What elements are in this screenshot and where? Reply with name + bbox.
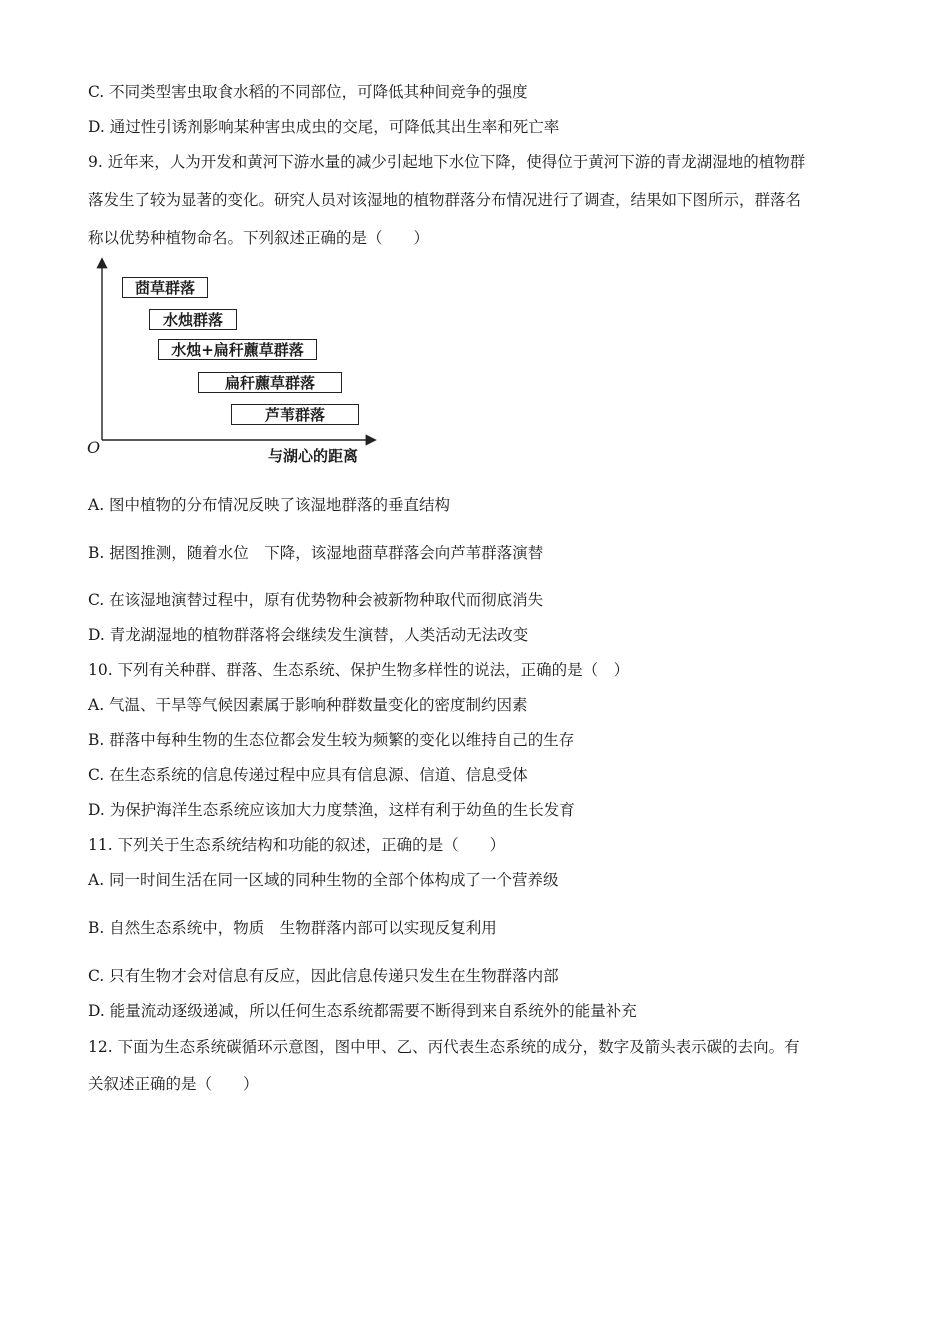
question-9-option-a: A. 图中植物的分布情况反映了该湿地群落的垂直结构 bbox=[88, 496, 451, 514]
x-axis-label: 与湖心的距离 bbox=[268, 447, 359, 465]
question-9-option-d: D. 青龙湖湿地的植物群落将会继续发生演替，人类活动无法改变 bbox=[88, 626, 529, 644]
community-box-2: 水烛群落 bbox=[149, 309, 237, 330]
question-10-option-b: B. 群落中每种生物的生态位都会发生较为频繁的变化以维持自己的生存 bbox=[88, 731, 575, 749]
option-c-line: C. 不同类型害虫取食水稻的不同部位，可降低其种间竞争的强度 bbox=[88, 83, 528, 101]
question-10-option-c: C. 在生态系统的信息传递过程中应具有信息源、信道、信息受体 bbox=[88, 766, 528, 784]
community-distribution-figure bbox=[82, 252, 392, 470]
question-9-line-2: 落发生了较为显著的变化。研究人员对该湿地的植物群落分布情况进行了调查，结果如下图所示，群落名 bbox=[88, 191, 802, 209]
community-box-5: 芦苇群落 bbox=[231, 404, 359, 425]
question-10-option-a: A. 气温、干旱等气候因素属于影响种群数量变化的密度制约因素 bbox=[88, 696, 528, 714]
question-11: 11. 下列关于生态系统结构和功能的叙述，正确的是（ ） bbox=[88, 836, 506, 854]
question-9-option-c: C. 在该湿地演替过程中，原有优势物种会被新物种取代而彻底消失 bbox=[88, 591, 544, 609]
question-9-line-3: 称以优势种植物命名。下列叙述正确的是（ ） bbox=[88, 229, 430, 247]
question-10: 10. 下列有关种群、群落、生态系统、保护生物多样性的说法，正确的是（ ） bbox=[88, 661, 630, 679]
origin-label: O bbox=[87, 438, 101, 457]
question-12-line-2: 关叙述正确的是（ ） bbox=[88, 1075, 259, 1093]
question-11-option-a: A. 同一时间生活在同一区域的同种生物的全部个体构成了一个营养级 bbox=[88, 871, 559, 889]
question-12-line-1: 12. 下面为生态系统碳循环示意图，图中甲、乙、丙代表生态系统的成分，数字及箭头表示碳的去向。有 bbox=[88, 1038, 800, 1056]
question-11-option-d: D. 能量流动逐级递减，所以任何生态系统都需要不断得到来自系统外的能量补充 bbox=[88, 1002, 637, 1020]
option-d-line: D. 通过性引诱剂影响某种害虫成虫的交尾，可降低其出生率和死亡率 bbox=[88, 118, 560, 136]
community-box-1: 莔草群落 bbox=[122, 277, 208, 298]
question-11-option-b: B. 自然生态系统中，物质 生物群落内部可以实现反复利用 bbox=[88, 919, 497, 937]
question-9-line-1: 9. 近年来，人为开发和黄河下游水量的减少引起地下水位下降，使得位于黄河下游的青龙湖湿地的植物群 bbox=[88, 153, 806, 171]
question-9-option-b: B. 据图推测，随着水位 下降，该湿地莔草群落会向芦苇群落演替 bbox=[88, 544, 544, 562]
community-box-3: 水烛+扁秆藨草群落 bbox=[158, 339, 317, 360]
question-10-option-d: D. 为保护海洋生态系统应该加大力度禁渔，这样有利于幼鱼的生长发育 bbox=[88, 801, 575, 819]
community-box-4: 扁秆藨草群落 bbox=[198, 372, 342, 393]
question-11-option-c: C. 只有生物才会对信息有反应，因此信息传递只发生在生物群落内部 bbox=[88, 967, 559, 985]
